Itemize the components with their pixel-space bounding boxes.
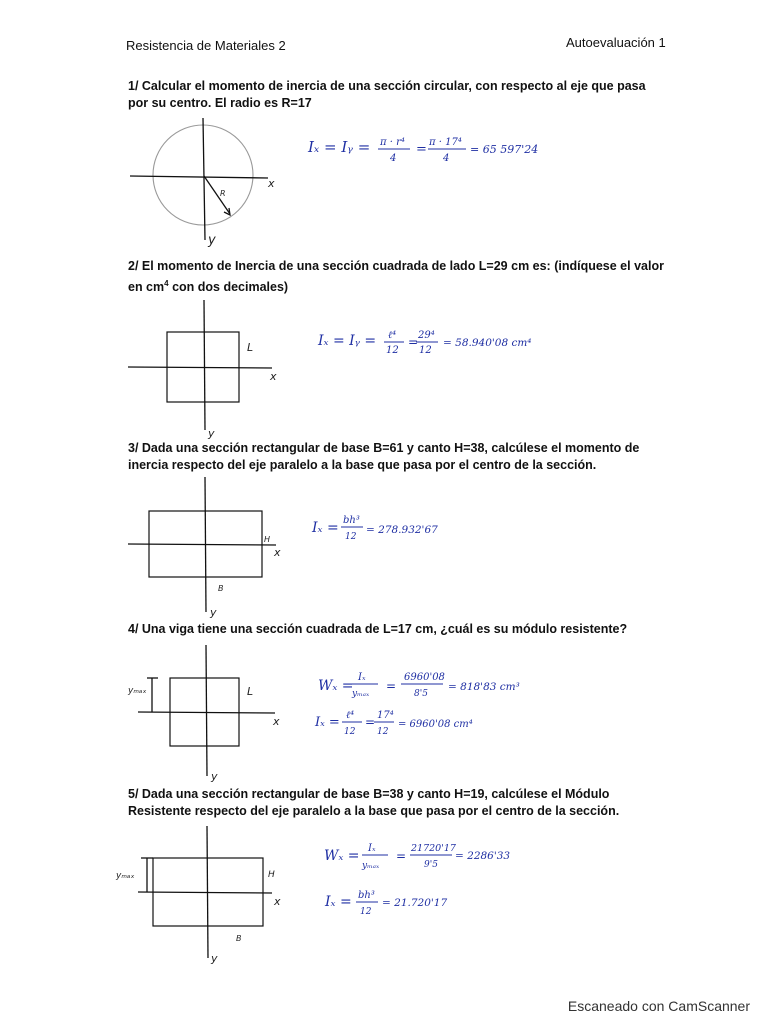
svg-text:9'5: 9'5 bbox=[424, 860, 438, 870]
svg-text:21720'17: 21720'17 bbox=[411, 843, 456, 854]
base-label: B bbox=[218, 584, 224, 593]
svg-text:= 6960'08 cm⁴: = 6960'08 cm⁴ bbox=[398, 719, 473, 730]
x-label: x bbox=[274, 546, 281, 559]
square-section-diagram-2 bbox=[128, 300, 277, 440]
side-label: L bbox=[247, 685, 254, 698]
test-title: Autoevaluación 1 bbox=[566, 35, 666, 50]
base-label: B bbox=[236, 934, 242, 943]
svg-text:π · r⁴: π · r⁴ bbox=[380, 137, 405, 148]
svg-text:Wₓ =: Wₓ = bbox=[324, 848, 360, 864]
svg-text:=: = bbox=[396, 849, 407, 863]
course-title: Resistencia de Materiales 2 bbox=[126, 38, 286, 53]
y-label: y bbox=[208, 427, 215, 440]
svg-text:Iₓ =: Iₓ = bbox=[312, 520, 339, 536]
svg-text:=: = bbox=[408, 335, 419, 349]
svg-text:ℓ⁴: ℓ⁴ bbox=[388, 330, 397, 341]
x-label: x bbox=[273, 715, 280, 728]
svg-text:yₘₐₓ: yₘₐₓ bbox=[362, 861, 380, 871]
svg-text:= 21.720'17: = 21.720'17 bbox=[382, 897, 448, 909]
x-label: x bbox=[274, 895, 281, 908]
svg-text:bh³: bh³ bbox=[358, 890, 375, 901]
svg-text:29⁴: 29⁴ bbox=[418, 330, 435, 341]
x-label: x bbox=[270, 370, 277, 383]
answer-4 bbox=[314, 672, 520, 737]
svg-text:12: 12 bbox=[386, 345, 399, 356]
svg-text:6960'08: 6960'08 bbox=[404, 672, 445, 683]
radius-arrow bbox=[204, 176, 230, 214]
square-section-diagram-4 bbox=[127, 645, 280, 783]
ymax-label: yₘₐₓ bbox=[116, 871, 135, 881]
x-label: x bbox=[268, 177, 275, 190]
svg-text:= 65 597'24: = 65 597'24 bbox=[470, 143, 539, 156]
svg-text:=: = bbox=[365, 715, 376, 729]
svg-text:Wₓ =: Wₓ = bbox=[318, 678, 354, 694]
svg-text:Iₓ: Iₓ bbox=[368, 843, 376, 854]
y-axis bbox=[203, 118, 205, 240]
radius-label: R bbox=[220, 189, 226, 198]
question-3: 3/ Dada una sección rectangular de base B=61 y canto H=38, calcúlese el momento de inercia respecto del eje paralelo a la base que pasa por el centro de la sección. bbox=[128, 441, 640, 472]
answer-5 bbox=[324, 843, 510, 917]
svg-text:=: = bbox=[416, 142, 427, 157]
svg-text:π · 17⁴: π · 17⁴ bbox=[429, 137, 462, 148]
svg-text:Iₓ = Iᵧ =: Iₓ = Iᵧ = bbox=[308, 138, 371, 156]
svg-text:= 58.940'08 cm⁴: = 58.940'08 cm⁴ bbox=[443, 337, 532, 349]
svg-text:ℓ⁴: ℓ⁴ bbox=[346, 710, 355, 721]
svg-text:Iₓ =: Iₓ = bbox=[315, 715, 340, 730]
svg-text:= 2286'33: = 2286'33 bbox=[455, 850, 511, 862]
answer-3 bbox=[311, 515, 438, 542]
height-label: H bbox=[268, 870, 275, 880]
svg-text:= 818'83 cm³: = 818'83 cm³ bbox=[448, 681, 520, 693]
y-label: y bbox=[208, 233, 216, 248]
question-1: 1/ Calcular el momento de inercia de una sección circular, con respecto al eje que pasa por su centro. El radio es R=17 bbox=[128, 79, 646, 110]
svg-text:17⁴: 17⁴ bbox=[377, 710, 394, 721]
ymax-label: yₘₐₓ bbox=[128, 686, 147, 696]
svg-text:=: = bbox=[386, 679, 397, 693]
rectangle-section-diagram-5 bbox=[115, 826, 281, 965]
side-label: L bbox=[247, 341, 254, 354]
svg-text:= 278.932'67: = 278.932'67 bbox=[366, 524, 438, 536]
question-2: 2/ El momento de Inercia de una sección cuadrada de lado L=29 cm es: (indíquese el valor en $cm^4$ con dos decimales) bbox=[128, 259, 664, 295]
question-5: 5/ Dada una sección rectangular de base B=38 y canto H=19, calcúlese el Módulo Resistente respecto del eje paralelo a la base que pasa por el centro de la sección. bbox=[128, 787, 620, 818]
rectangle-section-diagram-3 bbox=[128, 477, 281, 619]
y-label: y bbox=[210, 606, 217, 619]
answer-1 bbox=[307, 137, 538, 164]
svg-text:Iₓ: Iₓ bbox=[358, 672, 366, 683]
svg-text:Iₓ = Iᵧ =: Iₓ = Iᵧ = bbox=[318, 333, 377, 349]
svg-text:12: 12 bbox=[419, 345, 432, 356]
y-label: y bbox=[211, 770, 218, 783]
scanner-watermark: Escaneado con CamScanner bbox=[567, 998, 750, 1014]
svg-text:12: 12 bbox=[377, 727, 389, 737]
circle-section-diagram bbox=[130, 118, 275, 248]
svg-text:12: 12 bbox=[360, 907, 372, 917]
question-4: 4/ Una viga tiene una sección cuadrada de L=17 cm, ¿cuál es su módulo resistente? bbox=[128, 622, 628, 636]
x-axis bbox=[130, 176, 268, 178]
svg-text:bh³: bh³ bbox=[343, 515, 360, 526]
svg-text:yₘₐₓ: yₘₐₓ bbox=[352, 689, 370, 699]
height-label: H bbox=[264, 535, 271, 544]
answer-2 bbox=[317, 330, 532, 356]
svg-text:8'5: 8'5 bbox=[414, 689, 428, 699]
y-label: y bbox=[211, 952, 218, 965]
svg-text:12: 12 bbox=[345, 532, 357, 542]
svg-text:4: 4 bbox=[443, 153, 450, 164]
svg-text:Iₓ =: Iₓ = bbox=[325, 894, 352, 910]
svg-text:12: 12 bbox=[344, 727, 356, 737]
svg-text:4: 4 bbox=[390, 153, 397, 164]
